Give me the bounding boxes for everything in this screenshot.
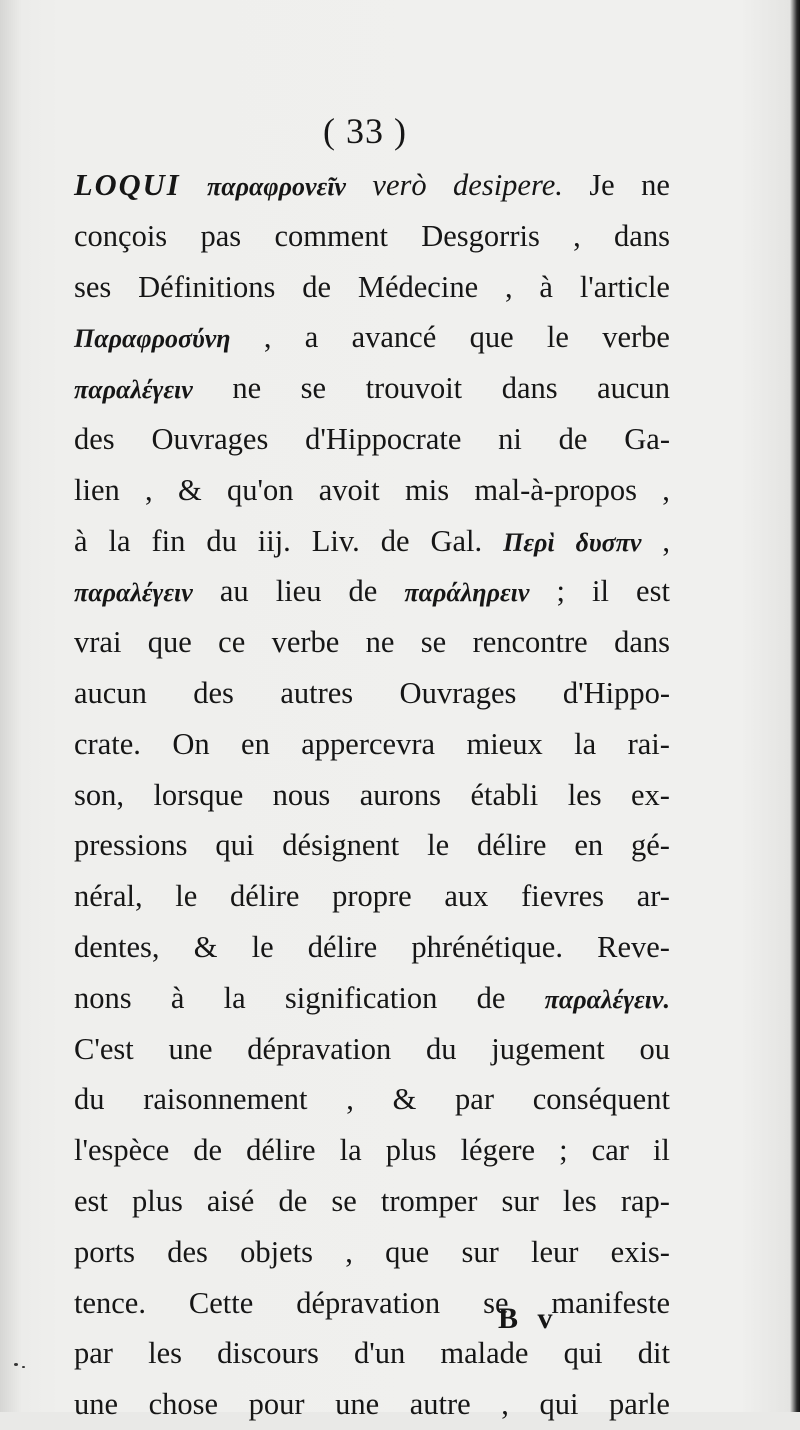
word: dans — [501, 371, 558, 406]
word: se — [420, 625, 447, 660]
word: fin — [151, 523, 186, 558]
word: la — [108, 523, 131, 558]
word: qu'on — [226, 472, 294, 507]
word: ses — [74, 269, 112, 304]
word: C'est — [74, 1031, 134, 1066]
body-text — [74, 160, 670, 1430]
word: d'Hippocrate — [305, 421, 462, 456]
word: se — [483, 1285, 509, 1320]
word: παραλέγειν — [74, 375, 193, 405]
word: que — [385, 1234, 430, 1269]
word: aucun — [74, 675, 147, 710]
word: au — [219, 574, 249, 609]
word: néral, — [74, 879, 143, 914]
word: nons — [74, 980, 132, 1015]
word: signification — [284, 980, 438, 1015]
word: Gal. — [430, 523, 483, 558]
word: discours — [217, 1336, 319, 1371]
word: aurons — [359, 777, 442, 812]
word: la — [574, 726, 597, 761]
word: de — [348, 574, 378, 609]
word: des — [74, 421, 115, 456]
word: iij. — [257, 523, 291, 558]
word: est — [74, 1183, 108, 1218]
word: des — [167, 1234, 208, 1269]
word: les — [562, 1183, 597, 1218]
word: sur — [501, 1183, 539, 1218]
word: mieux — [466, 726, 543, 761]
word: , — [145, 472, 153, 507]
word: de — [380, 523, 410, 558]
word: du — [426, 1031, 457, 1066]
word: délire — [307, 929, 378, 964]
word: rencontre — [472, 625, 588, 660]
word: LOQUI — [74, 168, 181, 202]
word: à — [539, 269, 553, 304]
word: que — [147, 625, 192, 660]
word: verò — [372, 168, 427, 202]
text-line — [74, 719, 670, 770]
word: Je — [589, 168, 615, 202]
text-line — [74, 1278, 670, 1329]
word: ports — [74, 1234, 135, 1269]
word: Ouvrages — [151, 421, 269, 456]
word: fievres — [521, 879, 605, 914]
word: , — [263, 320, 272, 355]
word: παράληρειν — [404, 578, 530, 608]
signature-mark: B v — [498, 1302, 559, 1335]
word: conséquent — [532, 1082, 670, 1117]
word: plus — [385, 1133, 437, 1168]
word: ex- — [631, 777, 670, 812]
word: avancé — [351, 320, 437, 355]
word: Ga- — [624, 421, 670, 456]
word: pressions — [74, 828, 188, 863]
word: , — [662, 523, 670, 558]
word: d'un — [353, 1336, 406, 1371]
word: ar- — [636, 879, 670, 914]
word: ne — [232, 371, 262, 406]
text-line — [74, 871, 670, 922]
word: qui — [563, 1336, 603, 1371]
word: délire — [229, 879, 300, 914]
word: phrénétique. — [411, 929, 563, 964]
word: plus — [131, 1183, 183, 1218]
word: à — [170, 980, 185, 1015]
word: avoit — [318, 472, 380, 507]
word: ni — [498, 421, 522, 456]
word: son, — [74, 777, 124, 812]
word: raisonnement — [143, 1082, 308, 1117]
word: jugement — [491, 1031, 605, 1066]
word: autres — [280, 675, 354, 710]
word: les — [567, 777, 602, 812]
text-line — [74, 1176, 670, 1227]
word: les — [148, 1336, 182, 1371]
word: pour — [248, 1387, 305, 1422]
word: une — [335, 1387, 380, 1422]
word: de — [278, 1183, 308, 1218]
word: parle — [608, 1387, 670, 1422]
word: aisé — [206, 1183, 255, 1218]
text-line — [74, 1328, 670, 1379]
text-line — [74, 922, 670, 973]
text-line — [74, 1125, 670, 1176]
word: autre — [409, 1387, 471, 1422]
text-line — [74, 1074, 670, 1125]
text-line — [74, 465, 670, 516]
word: est — [636, 574, 670, 609]
word: il — [652, 1133, 670, 1168]
text-line — [74, 566, 670, 617]
word: en — [241, 726, 270, 761]
word: , — [346, 1082, 354, 1117]
word: aucun — [597, 371, 670, 406]
word: par — [455, 1082, 494, 1117]
word: aux — [444, 879, 489, 914]
text-line — [74, 1227, 670, 1278]
word: dentes, — [74, 929, 160, 964]
word: d'Hippo- — [562, 675, 670, 710]
page-number: ( 33 ) — [323, 111, 407, 151]
word: de — [558, 421, 588, 456]
word: le — [175, 879, 198, 914]
word: de — [193, 1133, 223, 1168]
text-line — [74, 820, 670, 871]
text-line — [74, 973, 670, 1024]
word: le — [251, 929, 274, 964]
word: On — [172, 726, 210, 761]
word: exis- — [610, 1234, 670, 1269]
text-line — [74, 414, 670, 465]
text-line — [74, 211, 670, 262]
word: ce — [218, 625, 246, 660]
word: de — [302, 269, 332, 304]
word: & — [392, 1082, 417, 1117]
word: que — [469, 320, 514, 355]
word: nous — [272, 777, 331, 812]
word: leur — [530, 1234, 579, 1269]
word: Desgorris — [421, 218, 540, 253]
word: ne — [365, 625, 395, 660]
word: dans — [614, 218, 670, 253]
word: par — [74, 1336, 113, 1371]
text-line — [74, 617, 670, 668]
word: ; — [559, 1133, 568, 1168]
word: se — [331, 1183, 357, 1218]
text-line — [74, 1024, 670, 1075]
word: lieu — [275, 574, 322, 609]
text-line — [74, 312, 670, 363]
word: malade — [440, 1336, 529, 1371]
word: παραφρονεῖν — [207, 172, 346, 201]
word: ne — [641, 168, 670, 202]
word: de — [476, 980, 506, 1015]
word: rai- — [627, 726, 670, 761]
word: & — [193, 929, 218, 964]
word: désignent — [282, 828, 400, 863]
word: il — [592, 574, 609, 609]
word: crate. — [74, 726, 141, 761]
text-line — [74, 160, 670, 211]
word: dans — [614, 625, 670, 660]
word: le — [546, 320, 569, 355]
word: , — [662, 472, 670, 507]
word: établi — [470, 777, 539, 812]
word: sur — [461, 1234, 499, 1269]
text-line — [74, 262, 670, 313]
word: Περὶ — [503, 527, 555, 557]
word: une — [168, 1031, 213, 1066]
word: l'espèce — [74, 1133, 170, 1168]
word: Liv. — [311, 523, 360, 558]
word: en — [574, 828, 604, 863]
word: la — [339, 1133, 362, 1168]
word: appercevra — [301, 726, 436, 761]
word: , — [504, 269, 513, 304]
text-line — [74, 363, 670, 414]
word: lorsque — [153, 777, 244, 812]
word: lien — [74, 472, 120, 507]
word: desipere. — [453, 168, 563, 202]
word: & — [177, 472, 202, 507]
word: délire — [477, 828, 547, 863]
word: le — [427, 828, 450, 863]
word: Ouvrages — [399, 675, 517, 710]
word: l'article — [579, 269, 670, 304]
ink-speck — [22, 1366, 25, 1368]
word: qui — [539, 1387, 579, 1422]
word: δυσπν — [575, 527, 642, 557]
word: ; — [556, 574, 565, 609]
word: rap- — [620, 1183, 670, 1218]
text-line — [74, 516, 670, 567]
word: παραλέγειν — [74, 578, 193, 608]
word: objets — [240, 1234, 314, 1269]
word: Reve- — [597, 929, 670, 964]
word: se — [300, 371, 327, 406]
word: , — [501, 1387, 509, 1422]
word: propre — [332, 879, 412, 914]
word: Médecine — [357, 269, 479, 304]
word: délire — [246, 1133, 316, 1168]
word: à — [74, 523, 88, 558]
word: mis — [405, 472, 450, 507]
word: verbe — [271, 625, 340, 660]
word: une — [74, 1387, 119, 1422]
text-line — [74, 770, 670, 821]
ink-speck — [14, 1363, 18, 1366]
word: qui — [215, 828, 255, 863]
word: du — [74, 1082, 105, 1117]
word: légere — [460, 1133, 536, 1168]
word: Παραφροσύνη — [74, 324, 231, 354]
word: dépravation — [247, 1031, 392, 1066]
word: pas — [200, 218, 242, 253]
word: vrai — [74, 625, 122, 660]
word: tromper — [380, 1183, 478, 1218]
text-line — [74, 1379, 670, 1430]
word: παραλέγειν. — [544, 984, 670, 1014]
word: dépravation — [296, 1285, 441, 1320]
text-line — [74, 668, 670, 719]
word: conçois — [74, 218, 168, 253]
word: Cette — [188, 1285, 254, 1320]
word: dit — [637, 1336, 670, 1371]
word: du — [206, 523, 237, 558]
word: gé- — [631, 828, 670, 863]
word: comment — [274, 218, 388, 253]
word: trouvoit — [365, 371, 463, 406]
word: car — [591, 1133, 629, 1168]
word: verbe — [602, 320, 670, 355]
word: ou — [639, 1031, 670, 1066]
word: la — [223, 980, 246, 1015]
word: , — [345, 1234, 353, 1269]
word: tence. — [74, 1285, 146, 1320]
word: mal-à-propos — [474, 472, 637, 507]
word: , — [573, 218, 581, 253]
word: chose — [148, 1387, 219, 1422]
word: Définitions — [138, 269, 276, 304]
word: des — [193, 675, 234, 710]
word: a — [304, 320, 319, 355]
word: manifeste — [551, 1285, 670, 1320]
